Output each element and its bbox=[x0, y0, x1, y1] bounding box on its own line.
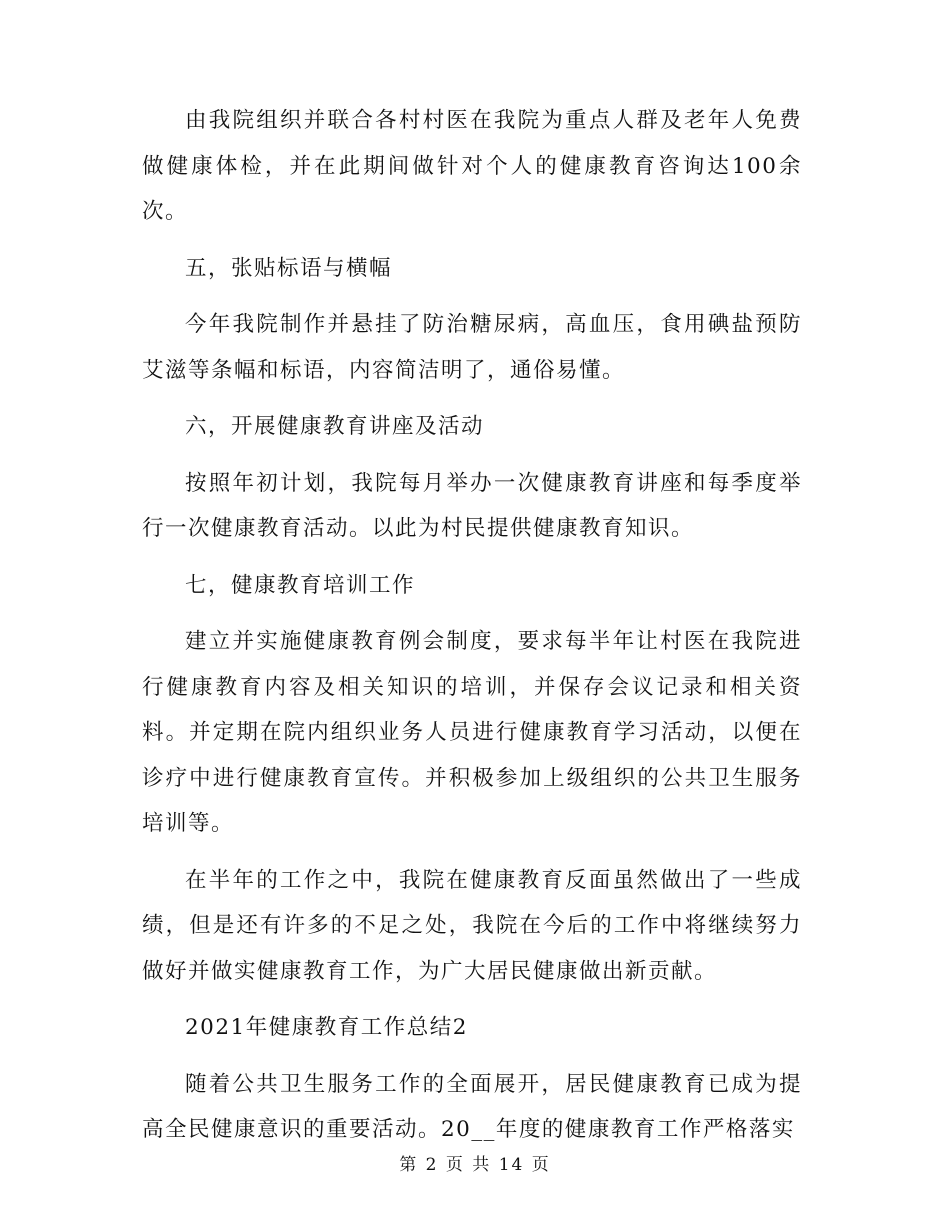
paragraph-banners: 今年我院制作并悬挂了防治糖尿病，高血压，食用碘盐预防艾滋等条幅和标语，内容简洁明了，通俗易懂。 bbox=[142, 312, 802, 383]
paragraph-public-health: 随着公共卫生服务工作的全面展开，居民健康教育已成为提高全民健康意识的重要活动。20__年度的健康教育工作严格落实 bbox=[142, 1071, 802, 1142]
section-heading-slogans: 五，张贴标语与横幅 bbox=[185, 255, 393, 281]
page-number-footer: 第 2 页 共 14 页 bbox=[399, 1155, 551, 1175]
paragraph-training: 建立并实施健康教育例会制度，要求每半年让村医在我院进行健康教育内容及相关知识的培训，并保存会议记录和相关资料。并定期在院内组织业务人员进行健康教育学习活动，以便在诊疗中进行健康教育宣传。并积极参加上级组织的公共卫生服务培训等。 bbox=[142, 629, 802, 836]
section-heading-report-2: 2021年健康教育工作总结2 bbox=[185, 1015, 468, 1040]
paragraph-summary: 在半年的工作之中，我院在健康教育反面虽然做出了一些成绩，但是还有许多的不足之处，我院在今后的工作中将继续努力做好并做实健康教育工作，为广大居民健康做出新贡献。 bbox=[142, 867, 802, 984]
document-body bbox=[142, 98, 802, 1164]
paragraph-lectures: 按照年初计划，我院每月举办一次健康教育讲座和每季度举行一次健康教育活动。以此为村民提供健康教育知识。 bbox=[142, 470, 802, 541]
section-heading-training: 七，健康教育培训工作 bbox=[185, 572, 416, 598]
paragraph-health-checkup: 由我院组织并联合各村村医在我院为重点人群及老年人免费做健康体检，并在此期间做针对个人的健康教育咨询达100余次。 bbox=[142, 108, 802, 224]
section-heading-lectures: 六，开展健康教育讲座及活动 bbox=[185, 414, 485, 439]
